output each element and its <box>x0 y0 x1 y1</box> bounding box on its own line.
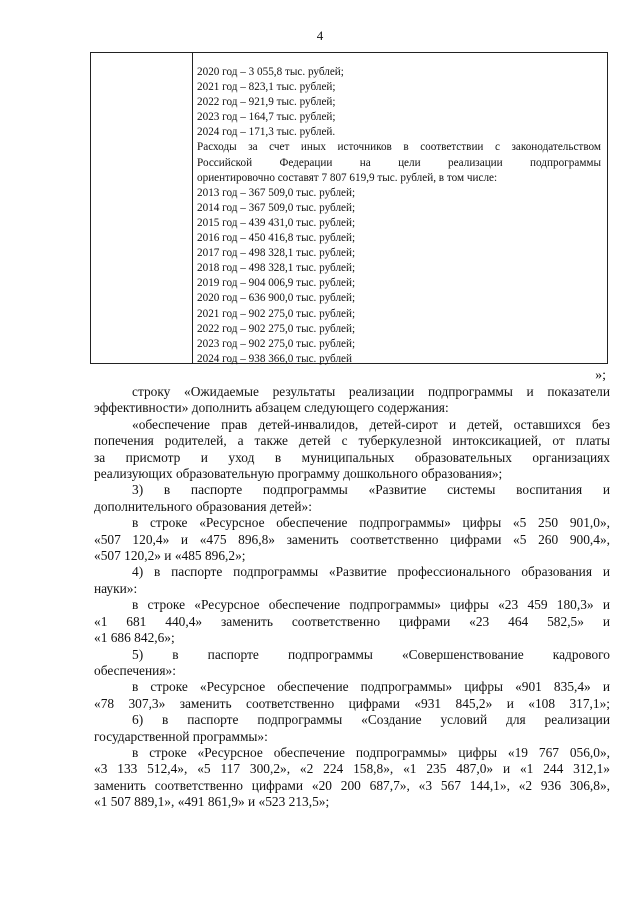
table-line: Российской Федерации на цели реализации подпрограммы <box>197 156 601 169</box>
paragraph-line: в строке «Ресурсное обеспечение подпрограммы» цифры «19 767 056,0», <box>132 744 610 760</box>
table-line: 2020 год – 636 900,0 тыс. рублей; <box>197 292 356 305</box>
paragraph-line: 5) в паспорте подпрограммы «Совершенствование кадрового <box>132 646 610 662</box>
table-line: 2018 год – 498 328,1 тыс. рублей; <box>197 262 356 275</box>
paragraph-line: реализующих образовательную программу дошкольного образования»; <box>94 466 503 482</box>
table-line: 2013 год – 367 509,0 тыс. рублей; <box>197 186 356 199</box>
paragraph-line: 3) в паспорте подпрограммы «Развитие системы воспитания и <box>132 482 610 498</box>
paragraph-line: за присмотр и уход в муниципальных образовательных организациях <box>94 449 610 465</box>
paragraph-line: «507 120,4» и «475 896,8» заменить соответственно цифрами «5 260 900,4», <box>94 531 610 547</box>
paragraph-line: эффективности» дополнить абзацем следующего содержания: <box>94 400 449 416</box>
table-line: 2017 год – 498 328,1 тыс. рублей; <box>197 247 356 260</box>
table-line: 2022 год – 921,9 тыс. рублей; <box>197 96 336 109</box>
paragraph-line: государственной программы»: <box>94 728 268 744</box>
table-line: 2024 год – 938 366,0 тыс. рублей <box>197 352 352 365</box>
paragraph-line: «1 686 842,6»; <box>94 630 175 646</box>
paragraph-line: науки»: <box>94 580 138 596</box>
page-number: 4 <box>316 28 324 43</box>
paragraph-line: «обеспечение прав детей-инвалидов, детей-сирот и детей, оставшихся без <box>132 416 610 432</box>
table-column-divider <box>192 53 193 363</box>
document-body <box>94 384 610 811</box>
paragraph-line: в строке «Ресурсное обеспечение подпрограммы» цифры «901 835,4» и <box>132 679 610 695</box>
table-line: ориентировочно составят 7 807 619,9 тыс. рублей, в том числе: <box>197 171 498 184</box>
paragraph-line: «3 133 512,4», «5 117 300,2», «2 224 158,8», «1 235 487,0» и «1 244 312,1» <box>94 761 610 777</box>
paragraph-line: заменить соответственно цифрами «20 200 687,7», «3 567 144,1», «2 936 306,8», <box>94 777 610 793</box>
table-line: 2021 год – 823,1 тыс. рублей; <box>197 81 336 94</box>
paragraph-line: дополнительного образования детей»: <box>94 498 312 514</box>
paragraph-line: «78 307,3» заменить соответственно цифрами «931 845,2» и «108 317,1»; <box>94 695 610 711</box>
paragraph-line: «507 120,2» и «485 896,2»; <box>94 548 246 564</box>
resource-table <box>90 52 608 364</box>
table-line: 2016 год – 450 416,8 тыс. рублей; <box>197 232 356 245</box>
table-line: 2023 год – 164,7 тыс. рублей; <box>197 111 336 124</box>
table-line: 2022 год – 902 275,0 тыс. рублей; <box>197 322 356 335</box>
table-line: 2024 год – 171,3 тыс. рублей. <box>197 126 336 139</box>
table-line: 2023 год – 902 275,0 тыс. рублей; <box>197 337 356 350</box>
closing-quote: »; <box>595 368 606 383</box>
table-line: 2021 год – 902 275,0 тыс. рублей; <box>197 307 356 320</box>
table-line: 2020 год – 3 055,8 тыс. рублей; <box>197 66 344 78</box>
paragraph-line: 4) в паспорте подпрограммы «Развитие профессионального образования и <box>132 564 610 580</box>
table-line: 2019 год – 904 006,9 тыс. рублей; <box>197 277 356 290</box>
paragraph-line: попечения родителей, а также детей с туберкулезной интоксикацией, от платы <box>94 433 610 449</box>
paragraph-line: строку «Ожидаемые результаты реализации подпрограммы и показатели <box>132 384 610 399</box>
table-cell-text <box>197 65 601 367</box>
table-line: Расходы за счет иных источников в соответствии с законодательством <box>197 141 601 154</box>
paragraph-line: «1 681 440,4» заменить соответственно цифрами «23 464 582,5» и <box>94 613 610 629</box>
paragraph-line: в строке «Ресурсное обеспечение подпрограммы» цифры «5 250 901,0», <box>132 515 610 531</box>
table-line: 2015 год – 439 431,0 тыс. рублей; <box>197 216 356 229</box>
paragraph-line: 6) в паспорте подпрограммы «Создание условий для реализации <box>132 712 610 728</box>
table-line: 2014 год – 367 509,0 тыс. рублей; <box>197 201 356 214</box>
paragraph-line: в строке «Ресурсное обеспечение подпрограммы» цифры «23 459 180,3» и <box>132 597 610 613</box>
paragraph-line: «1 507 889,1», «491 861,9» и «523 213,5»; <box>94 794 330 810</box>
paragraph-line: обеспечения»: <box>94 662 176 678</box>
